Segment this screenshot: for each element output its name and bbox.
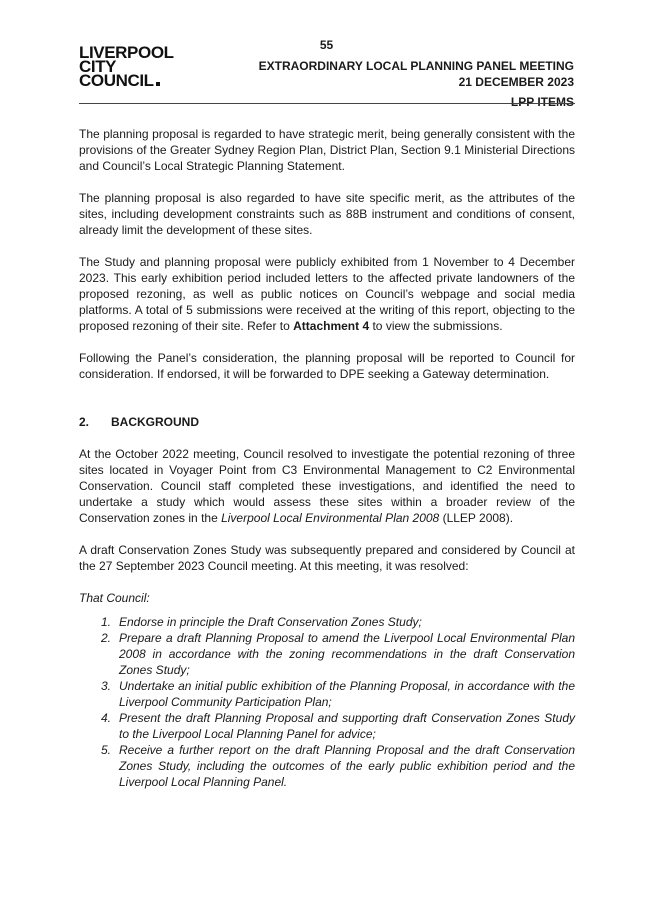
attachment-reference: Attachment 4 bbox=[293, 319, 370, 333]
paragraph-background-1: At the October 2022 meeting, Council resolved to investigate the potential rezoning of three sites located in Voyager Point from C3 Environmental Management to C2 Environmental Conservation. Council staff completed these investigations, and identified the need to undertake a study which would assess these sites within a broader review of the Conservation zones in the Liverpool Local Environmental Plan 2008 (LLEP 2008). bbox=[79, 447, 575, 525]
logo-line-2: CITY bbox=[79, 57, 117, 76]
logo-line-1: LIVERPOOL bbox=[79, 43, 174, 62]
llep-title: Liverpool Local Environmental Plan 2008 bbox=[221, 511, 440, 525]
meeting-section: LPP ITEMS bbox=[510, 95, 574, 109]
resolution-list bbox=[79, 614, 575, 790]
header-divider bbox=[79, 103, 575, 104]
meeting-date: 21 DECEMBER 2023 bbox=[458, 75, 574, 89]
list-item: 2. Prepare a draft Planning Proposal to amend the Liverpool Local Environmental Plan 2008 in accordance with the zoning recommendations in the draft Conservation Zones Study; bbox=[100, 631, 575, 677]
list-item: 4. Present the draft Planning Proposal and supporting draft Conservation Zones Study to the Liverpool Local Planning Panel for advice; bbox=[100, 711, 575, 741]
logo-dot-icon bbox=[156, 82, 160, 86]
section-title: BACKGROUND bbox=[111, 415, 199, 429]
list-item: 3. Undertake an initial public exhibition of the Planning Proposal, in accordance with the Liverpool Community Participation Plan; bbox=[100, 679, 575, 709]
resolution-intro: That Council: bbox=[79, 591, 150, 605]
logo-line-3: COUNCIL bbox=[79, 74, 174, 88]
page-number: 55 bbox=[319, 38, 334, 52]
paragraph-site-merit: The planning proposal is also regarded to have site specific merit, as the attributes of the sites, including development constraints such as 88B instrument and conditions of consent, already limit the development of these sites. bbox=[79, 191, 575, 237]
section-number: 2. bbox=[79, 415, 90, 429]
list-item: 1. Endorse in principle the Draft Conservation Zones Study; bbox=[100, 615, 422, 629]
list-item: 5. Receive a further report on the draft Planning Proposal and the draft Conservation Zones Study, including the outcomes of the early public exhibition period and the Liverpool Local Planning Panel. bbox=[100, 743, 575, 789]
meeting-title: EXTRAORDINARY LOCAL PLANNING PANEL MEETING bbox=[258, 59, 574, 73]
paragraph-next-steps: Following the Panel’s consideration, the planning proposal will be reported to Council for consideration. If endorsed, it will be forwarded to DPE seeking a Gateway determination. bbox=[79, 351, 575, 381]
document-body bbox=[79, 126, 575, 790]
paragraph-strategic-merit: The planning proposal is regarded to have strategic merit, being generally consistent with the provisions of the Greater Sydney Region Plan, District Plan, Section 9.1 Ministerial Directions and Council’s Local Strategic Planning Statement. bbox=[79, 127, 575, 173]
paragraph-exhibition: The Study and planning proposal were publicly exhibited from 1 November to 4 December 2023. This early exhibition period included letters to the affected private landowners of the proposed rezoning, as well as public notices on Council’s webpage and social media platforms. A total of 5 submissions were received at the writing of this report, objecting to the proposed rezoning of their site. Refer to Attachment 4 to view the submissions. bbox=[79, 255, 575, 333]
section-heading bbox=[79, 414, 575, 430]
paragraph-background-2: A draft Conservation Zones Study was subsequently prepared and considered by Council at the 27 September 2023 Council meeting. At this meeting, it was resolved: bbox=[79, 543, 575, 573]
liverpool-city-council-logo bbox=[79, 43, 174, 90]
